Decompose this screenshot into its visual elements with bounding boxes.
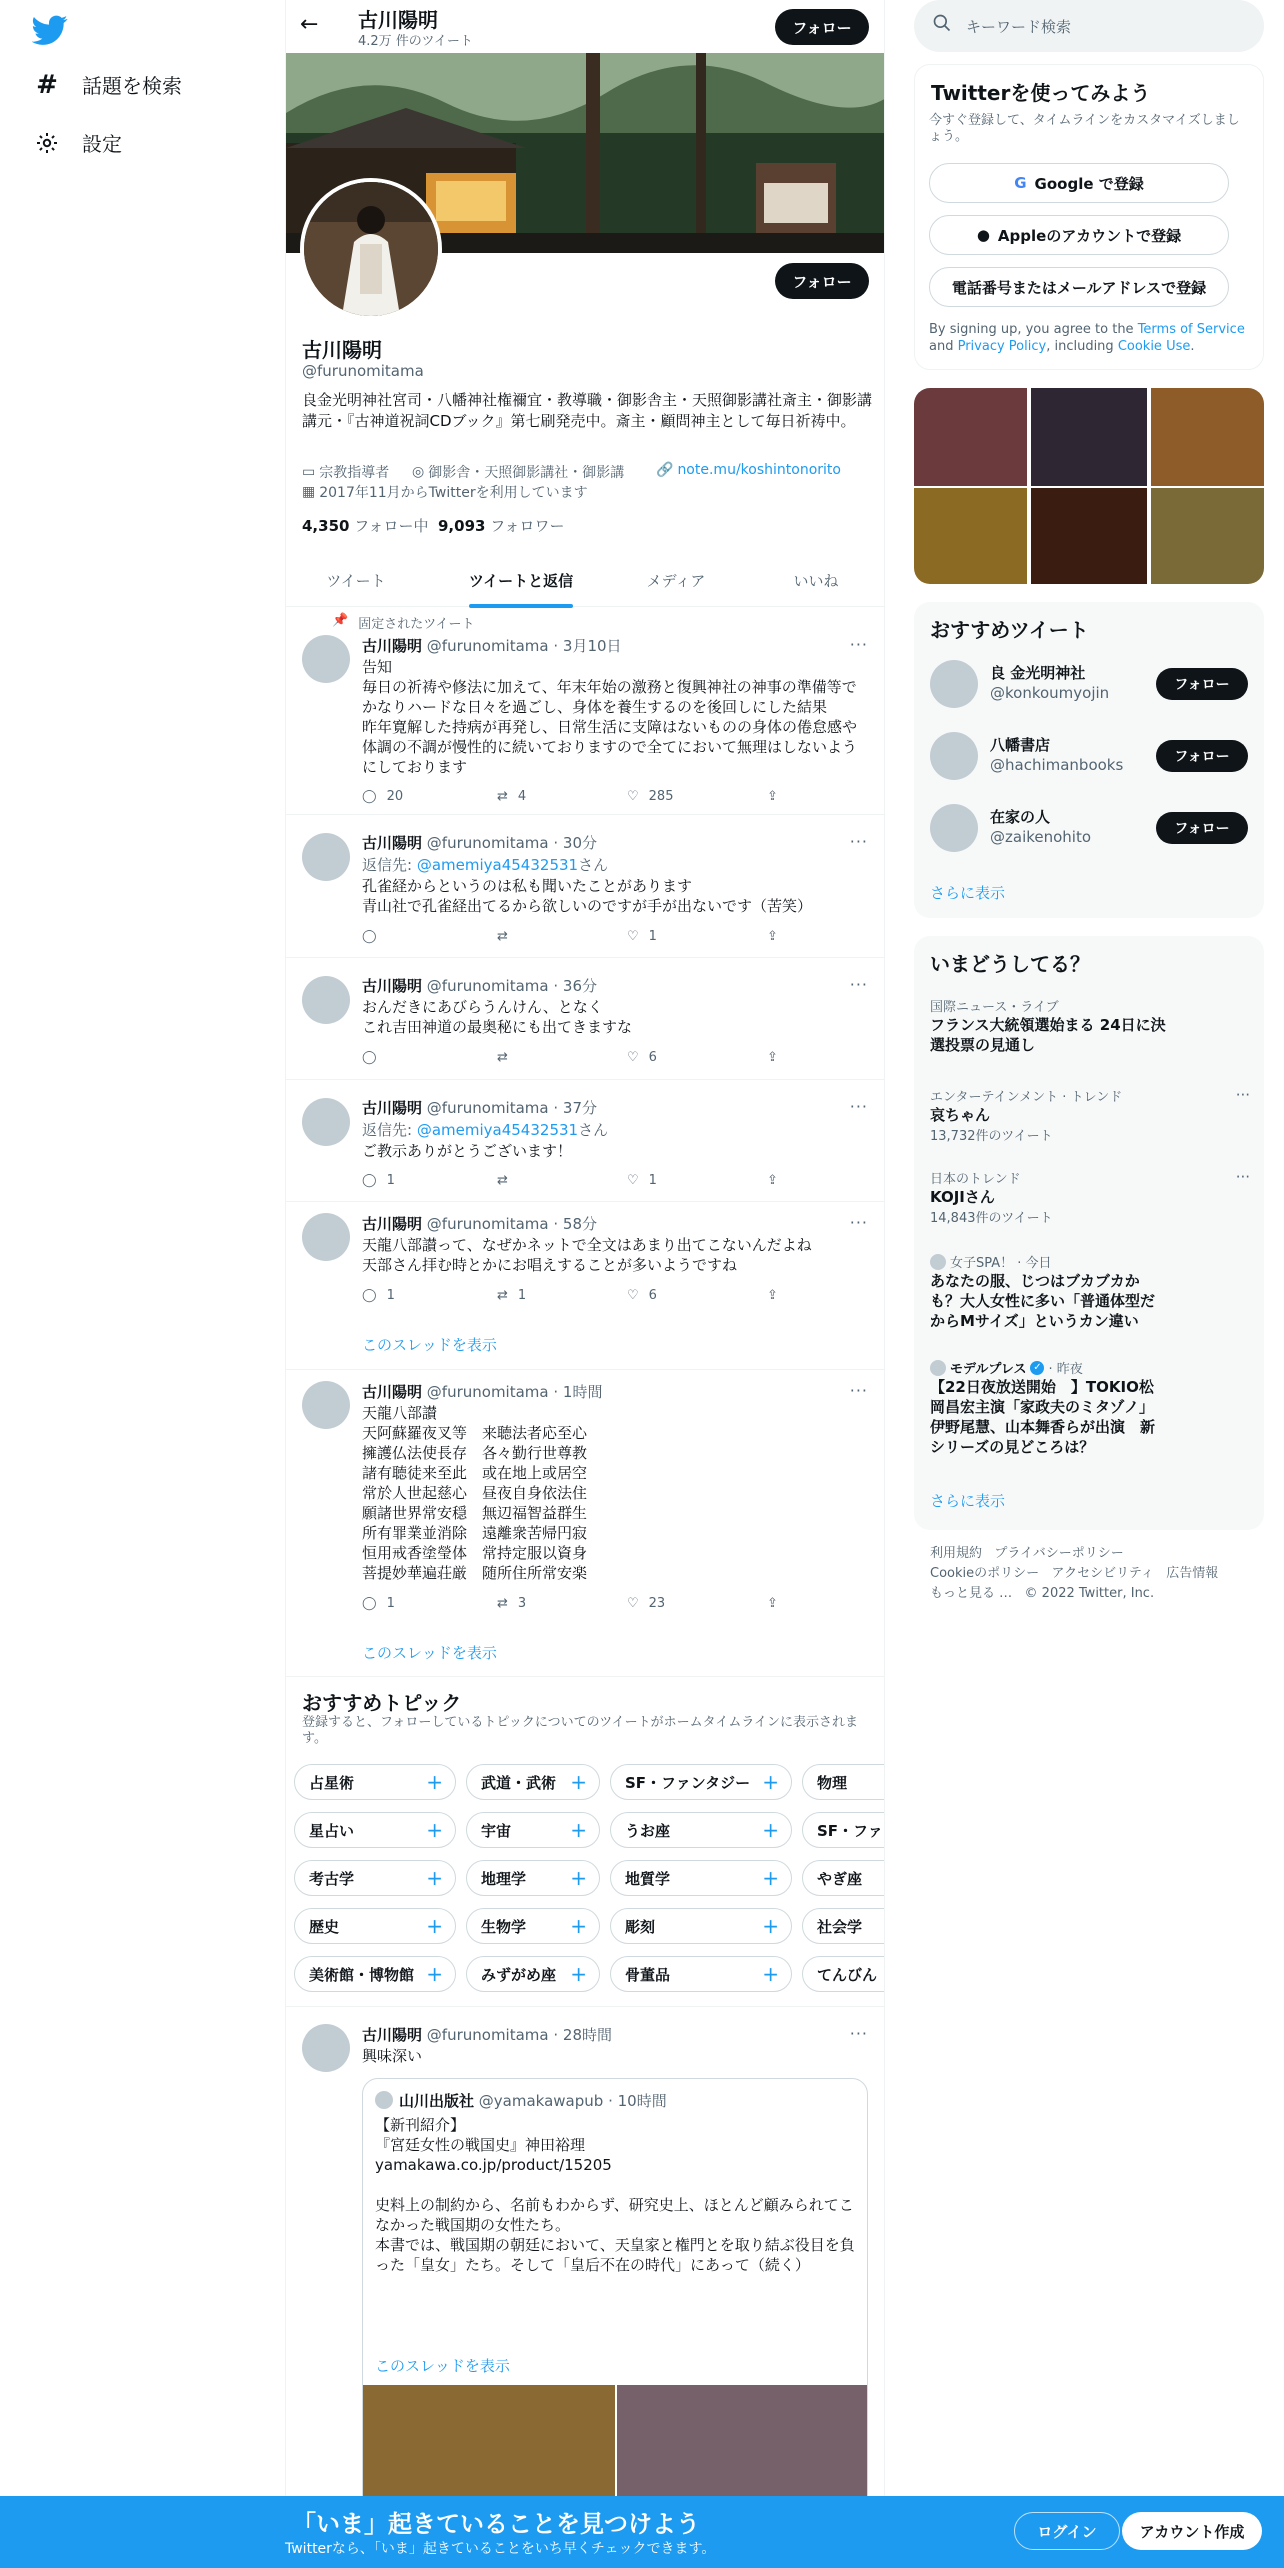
trend-item[interactable] — [930, 1168, 1250, 1226]
signup-card — [914, 64, 1264, 370]
quoted-header — [399, 2090, 667, 2111]
media-thumbnail[interactable] — [1031, 488, 1147, 584]
reply-icon: ◯ — [362, 1596, 377, 1611]
topic-chip[interactable]: やぎ座 — [802, 1860, 885, 1896]
google-icon: G — [1014, 174, 1027, 192]
topic-chip[interactable]: 骨董品 + — [610, 1956, 792, 1992]
show-thread-link[interactable]: このスレッドを表示 — [362, 1336, 497, 1354]
briefcase-icon: ▭ — [302, 464, 316, 480]
more-icon[interactable]: ··· — [1235, 1168, 1250, 1186]
nav-settings[interactable] — [34, 128, 122, 157]
header-name: 古川陽明 — [358, 8, 438, 32]
topics-subtitle: 登録すると、フォローしているトピックについてのツイートがホームタイムラインに表示されます。 — [302, 1715, 859, 1746]
show-more-link[interactable]: さらに表示 — [930, 1492, 1006, 1510]
account-handle: @konkoumyojin — [990, 684, 1110, 702]
copyright: © 2022 Twitter, Inc. — [1024, 1586, 1155, 1601]
media-thumbnail[interactable] — [1151, 388, 1264, 486]
nav-explore-label: 話題を検索 — [82, 74, 182, 98]
more-icon[interactable]: ··· — [1235, 1086, 1250, 1104]
tweet-author[interactable]: 古川陽明 — [362, 1099, 423, 1117]
media-thumbnail[interactable] — [914, 488, 1027, 584]
trend-item[interactable] — [930, 1086, 1250, 1144]
heart-icon: ♡ — [627, 1596, 639, 1611]
like-button[interactable]: ♡ 6 — [627, 1050, 657, 1065]
tweet-text: 興味深い — [362, 2047, 423, 2065]
profile-avatar[interactable] — [300, 178, 442, 320]
account-name: 八幡書店 — [990, 736, 1051, 754]
avatar — [930, 1360, 946, 1376]
topic-chip[interactable]: 武道・武術 + — [466, 1764, 600, 1800]
avatar[interactable] — [302, 2024, 350, 2072]
tweet-text: 孔雀経からというのは私も聞いたことがあります 青山社で孔雀経出てるから欲しいのですが手が出ないです（苦笑） — [362, 877, 813, 915]
profile-category: ▭ 宗教指導者 — [302, 464, 390, 481]
profile-tabs — [286, 553, 885, 607]
following-stat[interactable] — [302, 515, 429, 536]
like-button[interactable]: ♡ 1 — [627, 1173, 657, 1188]
retweet-button[interactable] — [497, 1173, 518, 1188]
tweet-handle[interactable]: @furunomitama — [426, 637, 549, 655]
tweet-handle[interactable]: @furunomitama — [426, 977, 549, 995]
retweet-icon: ⇄ — [497, 1173, 508, 1188]
avatar[interactable] — [302, 833, 350, 881]
more-icon[interactable]: ··· — [849, 635, 868, 654]
tweet-time[interactable]: · 1時間 — [553, 1383, 603, 1401]
tweet-actions — [362, 1288, 802, 1308]
tweet-author[interactable]: 古川陽明 — [362, 1215, 423, 1233]
heart-icon: ♡ — [627, 1173, 639, 1188]
retweet-button[interactable]: ⇄ 1 — [497, 1288, 527, 1303]
recommended-title: おすすめツイート — [930, 618, 1089, 642]
quoted-show-thread-link[interactable]: このスレッドを表示 — [375, 2357, 510, 2375]
reply-button[interactable]: ◯ 1 — [362, 1173, 395, 1188]
recommended-account[interactable] — [930, 726, 1250, 786]
tweet[interactable] — [286, 1080, 885, 1202]
topic-chip[interactable]: 社会学 — [802, 1908, 885, 1944]
avatar[interactable] — [930, 660, 978, 708]
profile-header — [286, 0, 885, 53]
topic-chip[interactable]: SF・ファ — [802, 1812, 885, 1848]
footer-link[interactable]: 利用規約 — [930, 1546, 983, 1561]
retweet-button[interactable]: ⇄ 3 — [497, 1596, 527, 1611]
footer-link[interactable]: アクセシビリティ — [1051, 1566, 1154, 1581]
avatar[interactable] — [302, 1213, 350, 1261]
reply-icon: ◯ — [362, 929, 377, 944]
reply-button[interactable] — [362, 1050, 387, 1065]
account-name: 在家の人 — [990, 808, 1051, 826]
tweet-author[interactable]: 古川陽明 — [362, 637, 423, 655]
profile-joined: ▦ 2017年11月からTwitterを利用しています — [302, 484, 588, 501]
tweet-header — [362, 832, 597, 853]
topic-chip[interactable]: 地理学 + — [466, 1860, 600, 1896]
trend-title: あなたの服、じつはブカブカかも？大人女性に多い「普通体型だからMサイズ」というカン違い — [930, 1272, 1156, 1330]
location-pin-icon: ◎ — [412, 464, 425, 480]
tweet-author[interactable]: 古川陽明 — [362, 977, 423, 995]
apple-icon: ● — [976, 226, 990, 244]
heart-icon: ♡ — [627, 789, 639, 804]
trend-count: 13,732件のツイート — [930, 1129, 1053, 1144]
topic-chip[interactable]: 宇宙 + — [466, 1812, 600, 1848]
google-signup-button[interactable]: G Google で登録 — [929, 163, 1229, 203]
apple-signup-button[interactable]: ● Appleのアカウントで登録 — [929, 215, 1229, 255]
share-button[interactable] — [767, 1173, 778, 1188]
link-icon: 🔗 — [656, 462, 674, 478]
tweet-actions — [362, 1173, 802, 1193]
retweet-button[interactable]: ⇄ 4 — [497, 789, 527, 804]
topic-chip[interactable]: 歴史 + — [294, 1908, 456, 1944]
share-icon: ⇪ — [767, 1050, 778, 1065]
login-button[interactable]: ログイン — [1014, 2512, 1120, 2550]
tweet-handle[interactable]: @furunomitama — [426, 1383, 549, 1401]
tab-tweets[interactable]: ツイート — [326, 571, 386, 590]
tweet-pinned[interactable] — [286, 607, 885, 815]
follow-button[interactable]: フォロー — [1156, 812, 1248, 844]
avatar — [930, 1254, 946, 1270]
profile-website-link[interactable]: note.mu/koshintonorito — [677, 462, 841, 478]
plus-icon: + — [426, 1818, 443, 1842]
topic-chip[interactable]: 美術館・博物館 + — [294, 1956, 456, 1992]
like-button[interactable]: ♡ 1 — [627, 929, 657, 944]
quoted-handle: @yamakawapub — [478, 2092, 604, 2110]
more-icon[interactable]: ··· — [849, 1381, 868, 1400]
topic-chip[interactable]: 彫刻 + — [610, 1908, 792, 1944]
avatar — [375, 2091, 393, 2109]
profile-name: 古川陽明 — [302, 338, 382, 362]
tweet-text: 天龍八部讃って、なぜかネットで全文はあまり出てこないんだよね 天部さん拝む時とかにお唱えすることが多いようですね — [362, 1236, 812, 1274]
tweet-header — [362, 1213, 597, 1234]
tweet-text: 告知 毎日の祈祷や修法に加えて、年末年始の激務と復興神社の神事の準備等でかなりハードな日々を過ごし、身体を養生するのを後回しにした結果 昨年寛解した持病が再発し、日常生活に支障はないものの身体の倦怠感や体調の不調が慢性的に続いておりますので全てにおいて無理はしないようにしております — [362, 658, 858, 776]
like-button[interactable]: ♡ 285 — [627, 789, 674, 804]
back-arrow-icon[interactable]: ← — [300, 12, 319, 37]
bottom-bar-title: 「いま」起きていることを見つけよう — [292, 2510, 700, 2538]
topic-chip[interactable]: 考古学 + — [294, 1860, 456, 1896]
pin-icon: 📌 — [332, 613, 349, 628]
signup-button[interactable]: アカウント作成 — [1122, 2512, 1262, 2550]
trend-count: 14,843件のツイート — [930, 1211, 1053, 1226]
tweet-author[interactable]: 古川陽明 — [362, 834, 423, 852]
topic-chip[interactable]: SF・ファンタジー + — [610, 1764, 792, 1800]
plus-icon: + — [426, 1962, 443, 1986]
hashtag-icon: # — [36, 69, 58, 100]
plus-icon: + — [762, 1866, 779, 1890]
avatar[interactable] — [302, 976, 350, 1024]
tweet-text: ご教示ありがとうございます！ — [362, 1142, 573, 1160]
follow-button[interactable]: フォロー — [1156, 740, 1248, 772]
plus-icon: + — [762, 1914, 779, 1938]
tweet-text: 天龍八部讃 天阿蘇羅夜叉等 来聴法者応至心 擁護仏法使長存 各々勤行世尊教 諸有聴徒来至此 或在地上或居空 常於人世起慈心 昼夜自身依法住 願諸世界常安穏 無辺福智益群生 所有罪業並消除 遠離衆苦帰円寂 恒用戒香塗瑩体 常持定服以資身 菩提妙華遍荘厳 随所住所常安楽 — [362, 1404, 588, 1582]
trends-title: いまどうしてる？ — [930, 952, 1090, 976]
share-icon: ⇪ — [767, 1173, 778, 1188]
trend-category: 国際ニュース・ライブ — [930, 1000, 1059, 1015]
more-icon[interactable]: ··· — [849, 1097, 868, 1116]
heart-icon: ♡ — [627, 1050, 639, 1065]
header-follow-button[interactable]: フォロー — [775, 9, 869, 45]
retweet-icon: ⇄ — [497, 1288, 508, 1303]
quoted-tweet[interactable] — [362, 2078, 868, 2568]
trend-title: KOJIさん — [930, 1188, 995, 1206]
footer-link[interactable]: Cookieのポリシー — [930, 1566, 1040, 1581]
twitter-logo-icon[interactable] — [32, 12, 68, 48]
trend-source: モデルプレス ✓ · 昨夜 — [930, 1358, 1250, 1377]
tweet-header — [362, 1097, 597, 1118]
tweet-handle[interactable]: @furunomitama — [426, 1215, 549, 1233]
tweet-header — [362, 2024, 612, 2045]
following-count: 4,350 — [302, 517, 350, 535]
tweet-header — [362, 975, 597, 996]
media-thumbnail[interactable] — [914, 388, 1027, 486]
retweet-icon: ⇄ — [497, 789, 508, 804]
plus-icon: + — [762, 1962, 779, 1986]
trends-card — [914, 936, 1264, 1530]
plus-icon: + — [762, 1818, 779, 1842]
tweet-time[interactable]: · 30分 — [553, 834, 598, 852]
followers-count: 9,093 — [438, 517, 486, 535]
reply-icon: ◯ — [362, 1288, 377, 1303]
share-icon: ⇪ — [767, 929, 778, 944]
share-button[interactable] — [767, 1596, 778, 1611]
tweet[interactable] — [286, 815, 885, 958]
more-icon[interactable]: ··· — [849, 975, 868, 994]
account-name: 良 金光明神社 — [990, 664, 1086, 682]
retweet-button[interactable] — [497, 929, 518, 944]
verified-badge-icon: ✓ — [1030, 1361, 1044, 1375]
share-icon: ⇪ — [767, 1596, 778, 1611]
trend-title: 【22日夜放送開始 】TOKIO松岡昌宏主演「家政夫のミタゾノ」伊野尾慧、山本舞香らが出演 新シリーズの見どころは？ — [930, 1378, 1156, 1456]
recommended-topics — [286, 1677, 885, 2007]
topic-chip[interactable]: 占星術 + — [294, 1764, 456, 1800]
tweet[interactable] — [286, 1370, 885, 1677]
retweet-icon: ⇄ — [497, 929, 508, 944]
show-thread-link[interactable]: このスレッドを表示 — [362, 1644, 497, 1662]
heart-icon: ♡ — [627, 929, 639, 944]
tweet-handle[interactable]: @furunomitama — [426, 2026, 549, 2044]
more-icon[interactable]: ··· — [849, 1213, 868, 1232]
trend-title: フランス大統領選始まる 24日に決選投票の見通し — [930, 1016, 1166, 1054]
media-thumbnail[interactable] — [1031, 388, 1147, 486]
account-handle: @zaikenohito — [990, 828, 1092, 846]
account-handle: @hachimanbooks — [990, 756, 1124, 774]
tab-media[interactable]: メディア — [646, 571, 706, 590]
plus-icon: + — [426, 1770, 443, 1794]
profile-website[interactable] — [656, 462, 841, 478]
trend-category: 日本のトレンド — [930, 1172, 1021, 1187]
footer — [930, 1544, 1260, 1604]
tweet-actions — [362, 1050, 802, 1070]
trend-category: エンターテインメント · トレンド — [930, 1090, 1123, 1105]
plus-icon: + — [570, 1962, 587, 1986]
tweet-time[interactable]: · 36分 — [553, 977, 598, 995]
tab-tweets-and-replies[interactable]: ツイートと返信 — [468, 571, 574, 590]
privacy-link[interactable]: Privacy Policy — [957, 339, 1047, 354]
tweet-actions — [362, 789, 802, 809]
tweet-actions — [362, 1596, 802, 1616]
main-column — [285, 0, 885, 2568]
tweet-author[interactable]: 古川陽明 — [362, 2026, 423, 2044]
quoted-time: · 10時間 — [608, 2092, 667, 2110]
profile-location: ◎ 御影舎・天照御影講社・御影講 — [412, 464, 625, 481]
followers-stat[interactable] — [438, 515, 565, 536]
footer-link[interactable]: 広告情報 — [1166, 1566, 1219, 1581]
tweet-time[interactable]: · 58分 — [553, 1215, 598, 1233]
reply-icon: ◯ — [362, 1050, 377, 1065]
reply-icon: ◯ — [362, 1173, 377, 1188]
avatar[interactable] — [302, 635, 350, 683]
tab-likes[interactable]: いいね — [793, 571, 839, 590]
trend-item[interactable] — [930, 1252, 1250, 1331]
plus-icon: + — [426, 1866, 443, 1890]
tweet-header — [362, 635, 622, 656]
trend-title: 哀ちゃん — [930, 1106, 991, 1124]
plus-icon: + — [762, 1770, 779, 1794]
search-icon — [932, 13, 952, 38]
topic-chip[interactable]: 星占い + — [294, 1812, 456, 1848]
topic-chip[interactable]: 物理 — [802, 1764, 885, 1800]
media-grid — [914, 388, 1264, 584]
signup-legal: By signing up, you agree to the Terms of Service and Privacy Policy, including Cookie Use. — [929, 322, 1245, 354]
tweet-header — [362, 1381, 602, 1402]
topics-title: おすすめトピック — [302, 1691, 462, 1715]
share-button[interactable] — [767, 1288, 778, 1303]
plus-icon: + — [570, 1866, 587, 1890]
reply-to-link[interactable]: @amemiya45432531 — [416, 1121, 579, 1139]
retweet-icon: ⇄ — [497, 1596, 508, 1611]
tweet-time[interactable]: · 28時間 — [553, 2026, 613, 2044]
footer-link[interactable]: もっと見る … — [930, 1586, 1013, 1601]
tweet[interactable] — [286, 1202, 885, 1370]
signup-title: Twitterを使ってみよう — [931, 81, 1151, 105]
plus-icon: + — [570, 1770, 587, 1794]
reply-button[interactable]: ◯ 1 — [362, 1288, 395, 1303]
reply-button[interactable] — [362, 929, 387, 944]
more-icon[interactable]: ··· — [849, 2024, 868, 2043]
search-input[interactable] — [914, 0, 1264, 52]
share-button[interactable] — [767, 789, 778, 804]
profile-handle: @furunomitama — [302, 362, 424, 380]
followers-label: フォロワー — [490, 517, 565, 535]
signup-subtitle: 今すぐ登録して、タイムラインをカスタマイズしましょう。 — [929, 113, 1240, 144]
nav-settings-label: 設定 — [82, 132, 122, 156]
topic-chip[interactable]: うお座 + — [610, 1812, 792, 1848]
header-tweet-count: 4.2万 件のツイート — [358, 34, 473, 49]
pinned-label: 📌 固定されたツイート — [332, 613, 475, 632]
quoted-author: 山川出版社 — [399, 2092, 475, 2110]
avatar[interactable] — [302, 1381, 350, 1429]
topic-chip[interactable]: みずがめ座 + — [466, 1956, 600, 1992]
topic-chip[interactable]: 生物学 + — [466, 1908, 600, 1944]
avatar[interactable] — [302, 1098, 350, 1146]
bottom-bar-subtitle: Twitterなら、「いま」起きていることをいち早くチェックできます。 — [285, 2541, 716, 2557]
tweet-text: おんだきにあびらうんけん、となく これ吉田神道の最奥秘にも出てきますな — [362, 998, 633, 1036]
tweet-time[interactable]: · 37分 — [553, 1099, 598, 1117]
calendar-icon: ▦ — [302, 484, 316, 500]
terms-link[interactable]: Terms of Service — [1137, 322, 1245, 337]
cookie-link[interactable]: Cookie Use — [1117, 339, 1191, 354]
tweet[interactable] — [286, 958, 885, 1080]
show-more-link[interactable]: さらに表示 — [930, 884, 1006, 902]
heart-icon: ♡ — [627, 1288, 639, 1303]
media-thumbnail[interactable] — [1151, 488, 1264, 584]
share-button[interactable] — [767, 1050, 778, 1065]
reply-to: 返信先: @amemiya45432531さん — [362, 1121, 609, 1139]
tweet-author[interactable]: 古川陽明 — [362, 1383, 423, 1401]
footer-link[interactable]: プライバシーポリシー — [994, 1546, 1124, 1561]
retweet-button[interactable] — [497, 1050, 518, 1065]
trend-item[interactable] — [930, 996, 1250, 1055]
profile-follow-button[interactable]: フォロー — [775, 263, 869, 299]
profile-bio: 良金光明神社宮司・八幡神社権禰宜・教導職・御影舎主・天照御影講社斎主・御影講講元・『古神道祝詞CDブック』第七刷発売中。斎主・顧問神主として毎日祈祷中。 — [302, 391, 873, 430]
like-button[interactable]: ♡ 23 — [627, 1596, 666, 1611]
more-icon[interactable]: ··· — [849, 832, 868, 851]
avatar[interactable] — [930, 732, 978, 780]
tweet-handle[interactable]: @furunomitama — [426, 834, 549, 852]
share-icon: ⇪ — [767, 789, 778, 804]
tweet-time[interactable]: · 3月10日 — [553, 637, 622, 655]
trend-item[interactable] — [930, 1358, 1250, 1457]
recommended-accounts-card — [914, 602, 1264, 918]
search-placeholder: キーワード検索 — [966, 17, 1072, 36]
quoted-text: 【新刊紹介】 『宮廷女性の戦国史』神田裕理 yamakawa.co.jp/product/15205 史料上の制約から、名前もわからず、研究史上、ほとんど顧みられてこなかった戦国期の女性たち。 本書では、戦国期の朝廷において、天皇家と権門とを取り結ぶ役目を負った「皇女」たち。そして「皇后不在の時代」にあって（続く） — [375, 2116, 855, 2274]
nav-explore[interactable] — [34, 70, 182, 99]
topic-chip[interactable]: 地質学 + — [610, 1860, 792, 1896]
reply-button[interactable]: ◯ 20 — [362, 789, 404, 804]
tweet-with-quote[interactable] — [286, 2008, 885, 2568]
following-label: フォロー中 — [354, 517, 429, 535]
reply-icon: ◯ — [362, 789, 377, 804]
follow-button[interactable]: フォロー — [1156, 668, 1248, 700]
recommended-account[interactable] — [930, 798, 1250, 858]
bottom-signup-bar — [0, 2496, 1284, 2568]
tweet-actions — [362, 929, 802, 949]
reply-button[interactable]: ◯ 1 — [362, 1596, 395, 1611]
phone-email-signup-button[interactable]: 電話番号またはメールアドレスで登録 — [929, 267, 1229, 307]
avatar[interactable] — [930, 804, 978, 852]
like-button[interactable]: ♡ 6 — [627, 1288, 657, 1303]
gear-icon — [34, 130, 60, 156]
reply-to: 返信先: @amemiya45432531さん — [362, 856, 609, 874]
reply-to-link[interactable]: @amemiya45432531 — [416, 856, 579, 874]
share-button[interactable] — [767, 929, 778, 944]
plus-icon: + — [570, 1818, 587, 1842]
recommended-account[interactable] — [930, 654, 1250, 714]
topic-chip[interactable]: てんびん — [802, 1956, 885, 1992]
share-icon: ⇪ — [767, 1288, 778, 1303]
tweet-handle[interactable]: @furunomitama — [426, 1099, 549, 1117]
retweet-icon: ⇄ — [497, 1050, 508, 1065]
trend-source: 女子SPA！ · 今日 — [930, 1252, 1250, 1271]
plus-icon: + — [570, 1914, 587, 1938]
plus-icon: + — [426, 1914, 443, 1938]
